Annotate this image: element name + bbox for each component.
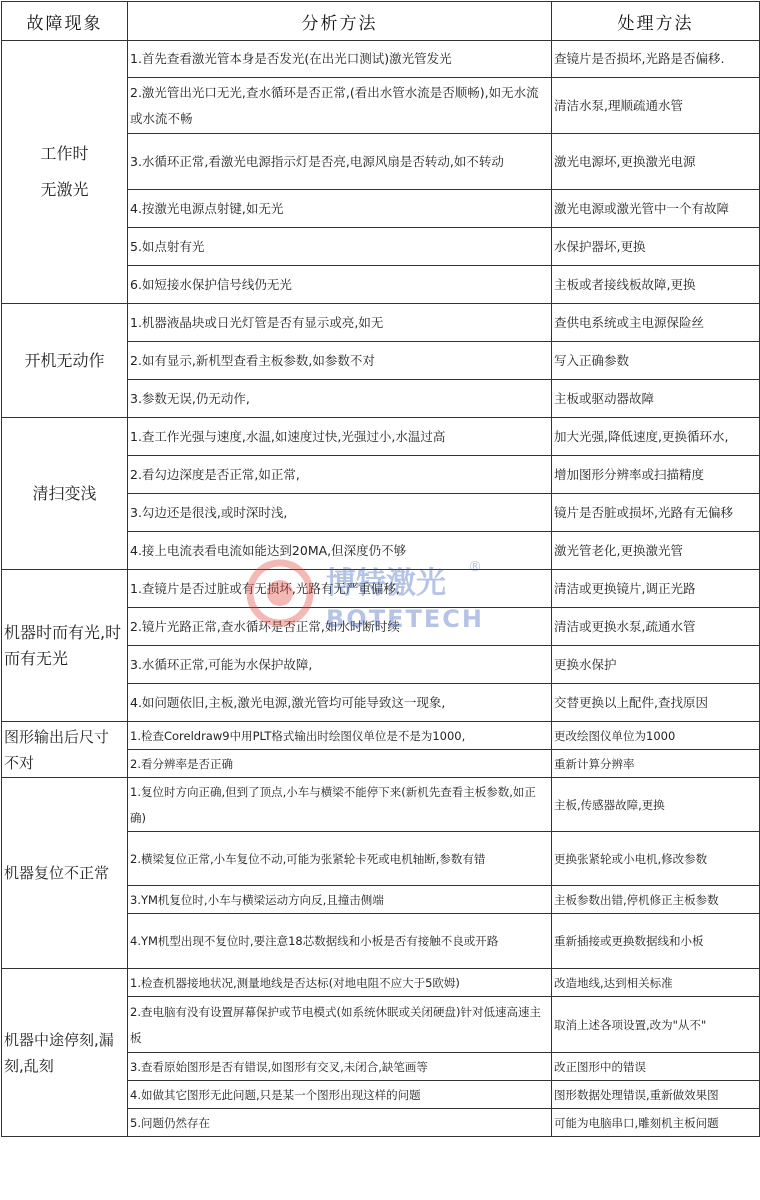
fault-table <box>1 1 760 1137</box>
solution-cell: 图形数据处理错误,重新做效果图 <box>552 1081 760 1109</box>
header-symptom: 故障现象 <box>2 2 128 41</box>
symptom-text: 工作时 <box>40 144 89 163</box>
analysis-cell: 3.参数无误,仍无动作, <box>128 380 552 418</box>
solution-cell: 激光电源坏,更换激光电源 <box>552 134 760 190</box>
symptom-text: 刻,乱刻 <box>4 1056 54 1075</box>
table-row <box>2 969 760 997</box>
solution-cell: 清洁水泵,理顺疏通水管 <box>552 78 760 134</box>
solution-cell: 增加图形分辨率或扫描精度 <box>552 456 760 494</box>
analysis-cell: 1.首先查看激光管本身是否发光(在出光口测试)激光管发光 <box>128 41 552 78</box>
symptom-cell <box>2 778 128 969</box>
solution-cell: 更改绘图仪单位为1000 <box>552 722 760 750</box>
header-analysis: 分析方法 <box>128 2 552 41</box>
analysis-cell: 2.看勾边深度是否正常,如正常, <box>128 456 552 494</box>
symptom-cell <box>2 969 128 1137</box>
table-row <box>2 418 760 456</box>
analysis-cell: 2.查电脑有没有设置屏幕保护或节电模式(如系统休眠或关闭硬盘)针对低速高速主板 <box>128 997 552 1053</box>
watermark-english-text: BOTETECH <box>326 605 484 633</box>
symptom-cell <box>2 304 128 418</box>
solution-cell: 可能为电脑串口,雕刻机主板问题 <box>552 1109 760 1137</box>
solution-cell: 清洁或更换镜片,调正光路 <box>552 570 760 608</box>
solution-cell: 清洁或更换水泵,疏通水管 <box>552 608 760 646</box>
symptom-text: 清扫变浅 <box>32 483 97 503</box>
analysis-cell: 3.查看原始图形是否有错误,如图形有交叉,未闭合,缺笔画等 <box>128 1053 552 1081</box>
solution-cell: 主板或者接线板故障,更换 <box>552 266 760 304</box>
solution-cell: 写入正确参数 <box>552 342 760 380</box>
analysis-cell: 2.看分辨率是否正确 <box>128 750 552 778</box>
analysis-cell: 1.查镜片是否过脏或有无损坏,光路有无严重偏移, <box>128 570 552 608</box>
symptom-cell <box>2 570 128 722</box>
solution-cell: 查供电系统或主电源保险丝 <box>552 304 760 342</box>
analysis-cell: 2.横梁复位正常,小车复位不动,可能为张紧轮卡死或电机轴断,参数有错 <box>128 832 552 886</box>
symptom-text: 图形输出后尺寸 <box>4 727 110 746</box>
analysis-cell: 3.水循环正常,可能为水保护故障, <box>128 646 552 684</box>
analysis-cell: 1.机器液晶块或日光灯管是否有显示或亮,如无 <box>128 304 552 342</box>
solution-cell: 更换张紧轮或小电机,修改参数 <box>552 832 760 886</box>
symptom-text: 不对 <box>4 753 35 772</box>
analysis-cell: 2.镜片光路正常,查水循环是否正常,如水时断时续 <box>128 608 552 646</box>
analysis-cell: 1.检查Coreldraw9中用PLT格式输出时绘图仪单位是不是为1000, <box>128 722 552 750</box>
solution-cell: 查镜片是否损坏,光路是否偏移. <box>552 41 760 78</box>
symptom-text: 机器时而有光,时 <box>4 622 122 642</box>
watermark-registered-mark: ® <box>468 559 482 575</box>
solution-cell: 重新插接或更换数据线和小板 <box>552 914 760 969</box>
watermark-chinese-text: 博特激光 <box>326 566 446 601</box>
analysis-cell: 4.按激光电源点射键,如无光 <box>128 190 552 228</box>
table-row <box>2 570 760 608</box>
symptom-cell <box>2 418 128 570</box>
symptom-cell <box>2 41 128 304</box>
analysis-cell: 2.激光管出光口无光,查水循环是否正常,(看出水管水流是否顺畅),如无水流或水流不畅 <box>128 78 552 134</box>
solution-cell: 水保护器坏,更换 <box>552 228 760 266</box>
analysis-cell: 3.勾边还是很浅,或时深时浅, <box>128 494 552 532</box>
solution-cell: 重新计算分辨率 <box>552 750 760 778</box>
analysis-cell: 5.如点射有光 <box>128 228 552 266</box>
analysis-cell: 3.水循环正常,看激光电源指示灯是否亮,电源风扇是否转动,如不转动 <box>128 134 552 190</box>
symptom-text: 机器中途停刻,漏 <box>4 1030 114 1049</box>
analysis-cell: 3.YM机复位时,小车与横梁运动方向反,且撞击侧端 <box>128 886 552 914</box>
symptom-text: 机器复位不正常 <box>4 864 110 882</box>
analysis-cell: 4.接上电流表看电流如能达到20MA,但深度仍不够 <box>128 532 552 570</box>
analysis-cell: 6.如短接水保护信号线仍无光 <box>128 266 552 304</box>
solution-cell: 主板,传感器故障,更换 <box>552 778 760 832</box>
symptom-text: 开机无动作 <box>24 350 105 370</box>
analysis-cell: 4.如问题依旧,主板,激光电源,激光管均可能导致这一现象, <box>128 684 552 722</box>
solution-cell: 镜片是否脏或损坏,光路有无偏移 <box>552 494 760 532</box>
analysis-cell: 4.YM机型出现不复位时,要注意18芯数据线和小板是否有接触不良或开路 <box>128 914 552 969</box>
table-row <box>2 722 760 750</box>
solution-cell: 改正图形中的错误 <box>552 1053 760 1081</box>
symptom-cell <box>2 722 128 778</box>
solution-cell: 激光电源或激光管中一个有故障 <box>552 190 760 228</box>
symptom-text: 无激光 <box>40 180 89 199</box>
analysis-cell: 1.复位时方向正确,但到了顶点,小车与横梁不能停下来(新机先查看主板参数,如正确) <box>128 778 552 832</box>
analysis-cell: 1.查工作光强与速度,水温,如速度过快,光强过小,水温过高 <box>128 418 552 456</box>
table-row <box>2 778 760 832</box>
symptom-text: 而有无光 <box>4 648 69 668</box>
analysis-cell: 2.如有显示,新机型查看主板参数,如参数不对 <box>128 342 552 380</box>
solution-cell: 改造地线,达到相关标准 <box>552 969 760 997</box>
solution-cell: 交替更换以上配件,查找原因 <box>552 684 760 722</box>
solution-cell: 主板或驱动器故障 <box>552 380 760 418</box>
solution-cell: 更换水保护 <box>552 646 760 684</box>
analysis-cell: 5.问题仍然存在 <box>128 1109 552 1137</box>
analysis-cell: 4.如做其它图形无此问题,只是某一个图形出现这样的问题 <box>128 1081 552 1109</box>
solution-cell: 加大光强,降低速度,更换循环水, <box>552 418 760 456</box>
table-row <box>2 41 760 78</box>
solution-cell: 激光管老化,更换激光管 <box>552 532 760 570</box>
table-row <box>2 304 760 342</box>
solution-cell: 主板参数出错,停机修正主板参数 <box>552 886 760 914</box>
analysis-cell: 1.检查机器接地状况,测量地线是否达标(对地电阻不应大于5欧姆) <box>128 969 552 997</box>
solution-cell: 取消上述各项设置,改为"从不" <box>552 997 760 1053</box>
table-header-row <box>2 2 760 41</box>
header-solution: 处理方法 <box>552 2 760 41</box>
